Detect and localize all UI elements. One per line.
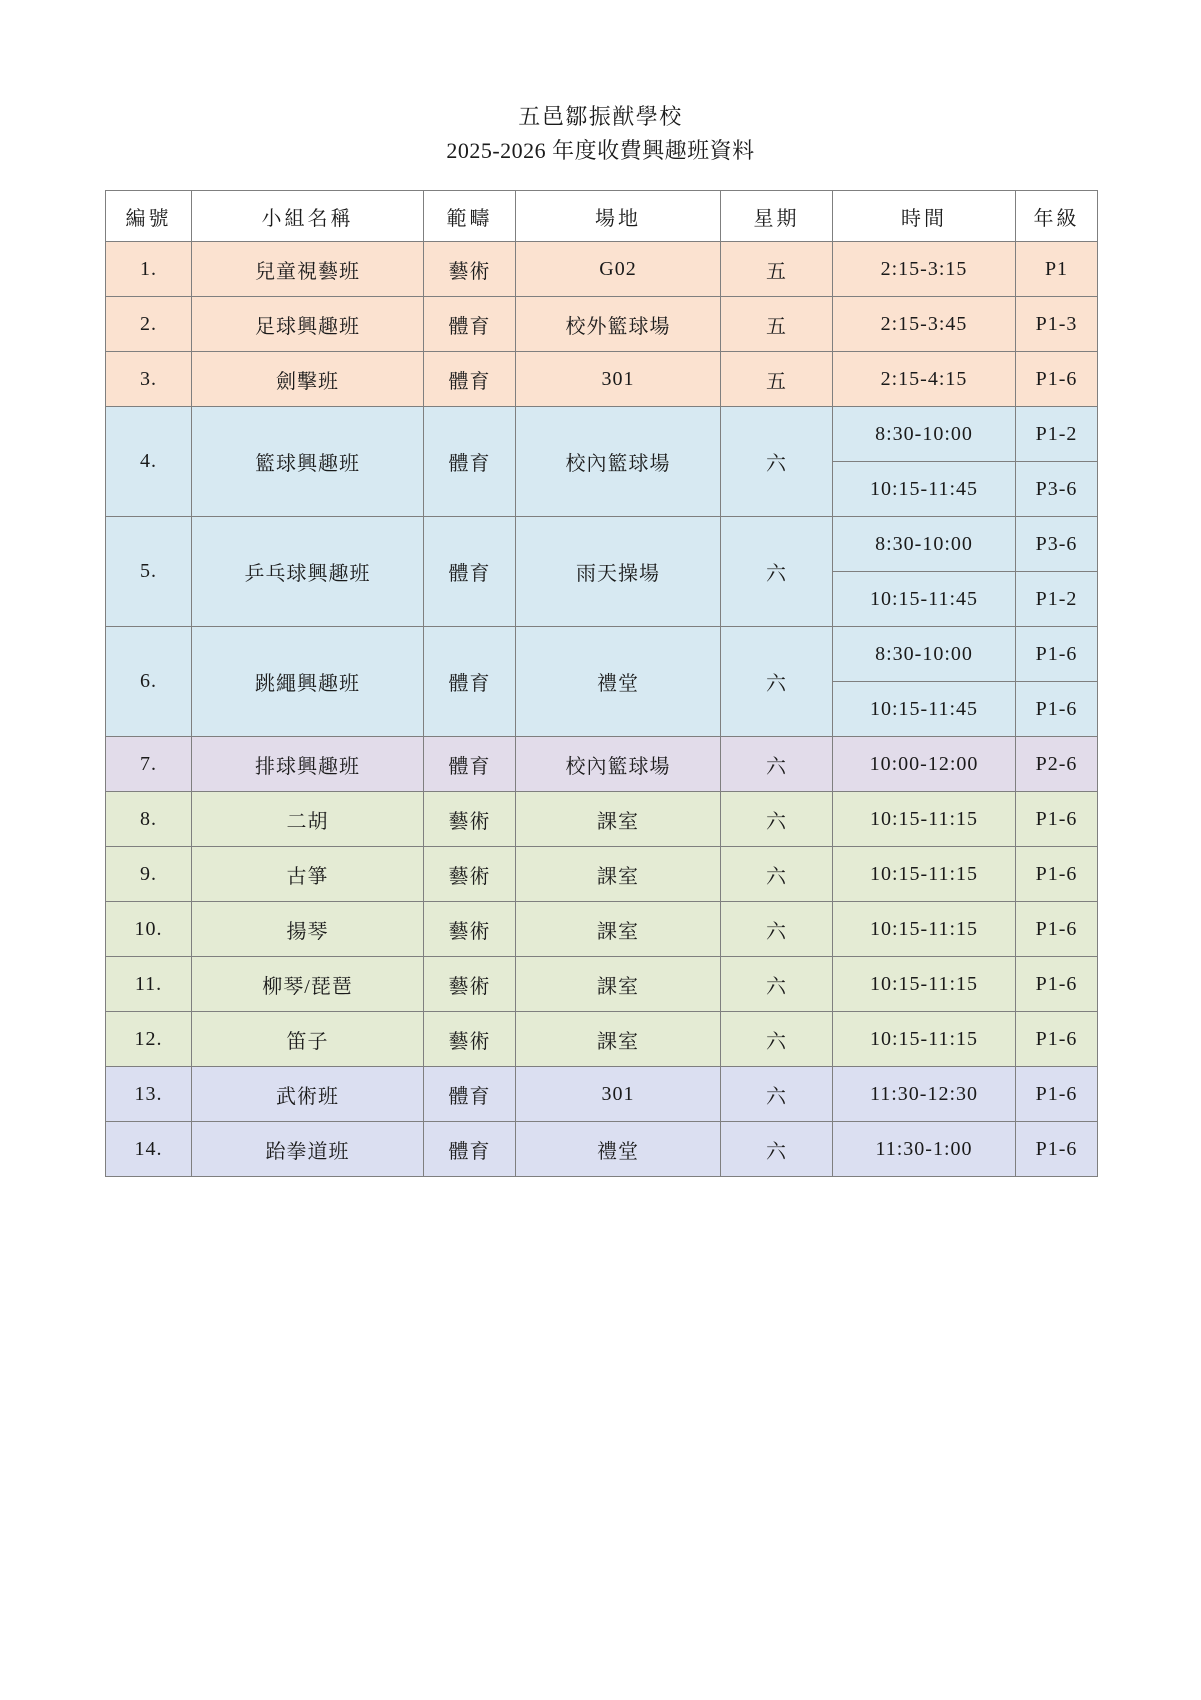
- cell-no: 13.: [106, 1067, 192, 1122]
- cell-grade: P1-6: [1016, 682, 1098, 737]
- cell-day: 六: [721, 737, 833, 792]
- table-row: [106, 737, 1098, 792]
- cell-no: 6.: [106, 627, 192, 737]
- table-row: [106, 1067, 1098, 1122]
- cell-venue: 301: [516, 1067, 721, 1122]
- cell-grade: P1-6: [1016, 902, 1098, 957]
- cell-grade: P3-6: [1016, 517, 1098, 572]
- cell-category: 藝術: [424, 242, 516, 297]
- cell-grade: P1-6: [1016, 792, 1098, 847]
- table-header-row: [106, 191, 1098, 242]
- column-header-time: 時間: [833, 191, 1016, 242]
- column-header-category: 範疇: [424, 191, 516, 242]
- cell-no: 2.: [106, 297, 192, 352]
- cell-grade: P1-6: [1016, 352, 1098, 407]
- cell-time: 8:30-10:00: [833, 407, 1016, 462]
- cell-no: 11.: [106, 957, 192, 1012]
- table-row: [106, 297, 1098, 352]
- cell-time: 2:15-4:15: [833, 352, 1016, 407]
- cell-name: 笛子: [192, 1012, 424, 1067]
- cell-grade: P1-6: [1016, 627, 1098, 682]
- cell-category: 體育: [424, 1122, 516, 1177]
- column-header-name: 小組名稱: [192, 191, 424, 242]
- cell-day: 六: [721, 1012, 833, 1067]
- cell-venue: 課室: [516, 902, 721, 957]
- cell-venue: 課室: [516, 1012, 721, 1067]
- cell-no: 5.: [106, 517, 192, 627]
- school-name: 五邑鄒振猷學校: [518, 104, 683, 129]
- cell-name: 劍擊班: [192, 352, 424, 407]
- cell-day: 六: [721, 847, 833, 902]
- table-row: [106, 902, 1098, 957]
- cell-day: 六: [721, 902, 833, 957]
- cell-no: 7.: [106, 737, 192, 792]
- cell-day: 六: [721, 1122, 833, 1177]
- cell-no: 4.: [106, 407, 192, 517]
- cell-grade: P1-6: [1016, 1012, 1098, 1067]
- cell-no: 1.: [106, 242, 192, 297]
- cell-name: 二胡: [192, 792, 424, 847]
- table-row: [106, 242, 1098, 297]
- cell-day: 六: [721, 627, 833, 737]
- cell-venue: 雨天操場: [516, 517, 721, 627]
- cell-name: 跆拳道班: [192, 1122, 424, 1177]
- cell-time: 2:15-3:45: [833, 297, 1016, 352]
- cell-grade: P2-6: [1016, 737, 1098, 792]
- cell-grade: P1: [1016, 242, 1098, 297]
- cell-time: 10:15-11:45: [833, 572, 1016, 627]
- cell-time: 10:15-11:15: [833, 902, 1016, 957]
- cell-no: 3.: [106, 352, 192, 407]
- cell-time: 10:15-11:45: [833, 682, 1016, 737]
- cell-venue: 校內籃球場: [516, 407, 721, 517]
- cell-category: 藝術: [424, 902, 516, 957]
- column-header-no: 編號: [106, 191, 192, 242]
- cell-time: 10:00-12:00: [833, 737, 1016, 792]
- cell-name: 兒童視藝班: [192, 242, 424, 297]
- table-row: [106, 792, 1098, 847]
- cell-venue: G02: [516, 242, 721, 297]
- cell-no: 9.: [106, 847, 192, 902]
- cell-venue: 課室: [516, 792, 721, 847]
- cell-day: 六: [721, 957, 833, 1012]
- cell-name: 柳琴/琵琶: [192, 957, 424, 1012]
- cell-time: 11:30-12:30: [833, 1067, 1016, 1122]
- cell-grade: P1-6: [1016, 957, 1098, 1012]
- cell-grade: P1-2: [1016, 407, 1098, 462]
- cell-category: 體育: [424, 297, 516, 352]
- table-row: [106, 847, 1098, 902]
- cell-day: 六: [721, 407, 833, 517]
- cell-category: 藝術: [424, 792, 516, 847]
- cell-name: 武術班: [192, 1067, 424, 1122]
- cell-category: 藝術: [424, 957, 516, 1012]
- table-header: [106, 191, 1098, 242]
- cell-day: 五: [721, 352, 833, 407]
- cell-grade: P1-3: [1016, 297, 1098, 352]
- cell-category: 體育: [424, 627, 516, 737]
- cell-day: 五: [721, 242, 833, 297]
- cell-time: 2:15-3:15: [833, 242, 1016, 297]
- cell-venue: 課室: [516, 847, 721, 902]
- cell-time: 10:15-11:15: [833, 792, 1016, 847]
- cell-venue: 校內籃球場: [516, 737, 721, 792]
- cell-no: 8.: [106, 792, 192, 847]
- page-title: [105, 100, 1096, 168]
- cell-no: 12.: [106, 1012, 192, 1067]
- cell-day: 六: [721, 1067, 833, 1122]
- cell-day: 六: [721, 792, 833, 847]
- cell-time: 8:30-10:00: [833, 627, 1016, 682]
- cell-category: 體育: [424, 517, 516, 627]
- table-body: [106, 242, 1098, 1177]
- cell-time: 11:30-1:00: [833, 1122, 1016, 1177]
- cell-venue: 課室: [516, 957, 721, 1012]
- cell-no: 14.: [106, 1122, 192, 1177]
- document-subtitle: 2025-2026 年度收費興趣班資料: [446, 138, 755, 164]
- cell-time: 10:15-11:15: [833, 1012, 1016, 1067]
- cell-name: 乒乓球興趣班: [192, 517, 424, 627]
- cell-venue: 禮堂: [516, 1122, 721, 1177]
- column-header-venue: 場地: [516, 191, 721, 242]
- cell-name: 足球興趣班: [192, 297, 424, 352]
- cell-name: 跳繩興趣班: [192, 627, 424, 737]
- table-row: [106, 1122, 1098, 1177]
- cell-name: 古箏: [192, 847, 424, 902]
- table-row: [106, 627, 1098, 682]
- cell-time: 10:15-11:15: [833, 847, 1016, 902]
- cell-name: 揚琴: [192, 902, 424, 957]
- cell-category: 體育: [424, 352, 516, 407]
- column-header-grade: 年級: [1016, 191, 1098, 242]
- cell-no: 10.: [106, 902, 192, 957]
- cell-category: 藝術: [424, 847, 516, 902]
- column-header-day: 星期: [721, 191, 833, 242]
- cell-grade: P3-6: [1016, 462, 1098, 517]
- cell-grade: P1-2: [1016, 572, 1098, 627]
- cell-category: 體育: [424, 1067, 516, 1122]
- cell-grade: P1-6: [1016, 1067, 1098, 1122]
- cell-category: 藝術: [424, 1012, 516, 1067]
- cell-category: 體育: [424, 407, 516, 517]
- cell-day: 五: [721, 297, 833, 352]
- cell-grade: P1-6: [1016, 847, 1098, 902]
- cell-name: 籃球興趣班: [192, 407, 424, 517]
- table-row: [106, 407, 1098, 462]
- table-row: [106, 517, 1098, 572]
- cell-time: 8:30-10:00: [833, 517, 1016, 572]
- table-row: [106, 352, 1098, 407]
- cell-grade: P1-6: [1016, 1122, 1098, 1177]
- cell-venue: 校外籃球場: [516, 297, 721, 352]
- cell-category: 體育: [424, 737, 516, 792]
- cell-time: 10:15-11:15: [833, 957, 1016, 1012]
- cell-name: 排球興趣班: [192, 737, 424, 792]
- interest-classes-table: [105, 190, 1098, 1177]
- table-row: [106, 1012, 1098, 1067]
- cell-venue: 301: [516, 352, 721, 407]
- table-row: [106, 957, 1098, 1012]
- cell-time: 10:15-11:45: [833, 462, 1016, 517]
- cell-day: 六: [721, 517, 833, 627]
- cell-venue: 禮堂: [516, 627, 721, 737]
